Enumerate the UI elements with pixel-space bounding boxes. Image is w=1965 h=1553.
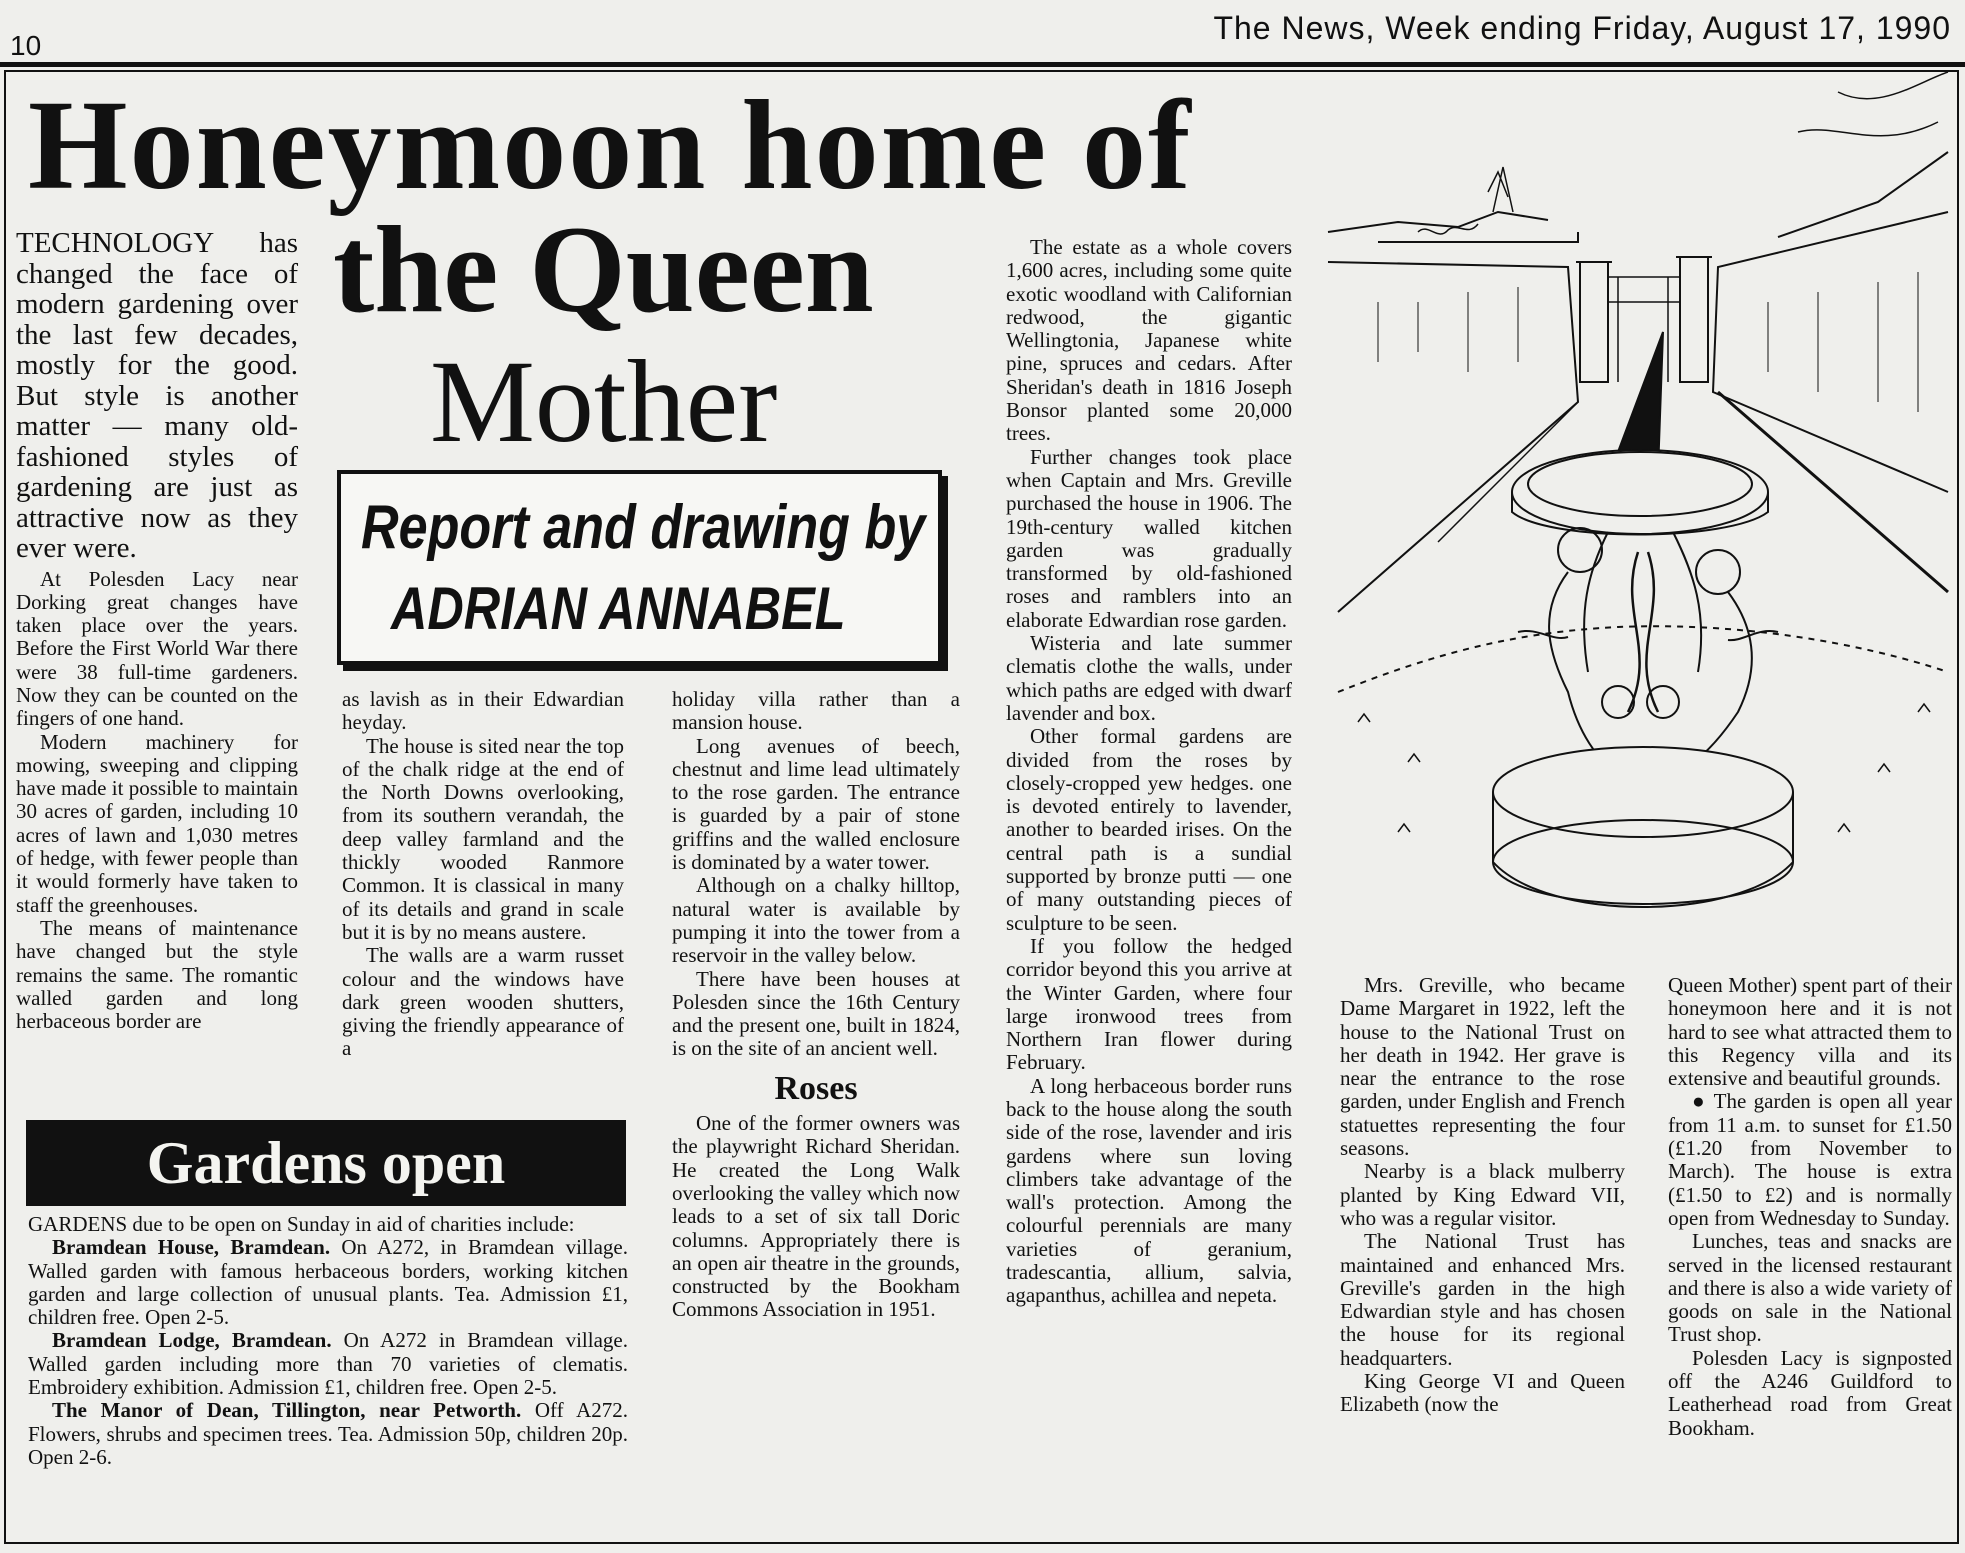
dateline: The News, Week ending Friday, August 17, 1990 (1213, 10, 1951, 46)
headline-line-3: Mother (430, 336, 778, 467)
article-column-2 (342, 688, 624, 1061)
article-column-6 (1668, 974, 1952, 1440)
paragraph: Further changes took place when Captain and Mrs. Greville purchased the house in 1906. The 19th-century walled kitchen garden was gradually transformed by old-fashioned roses and ramblers into an elaborate Edwardian rose garden. (1006, 444, 1292, 632)
paragraph: Mrs. Greville, who became Dame Margaret in 1922, left the house to the National Trust on her death in 1942. Her grave is near the entrance to the rose garden, under English and French statuettes representing the four seasons. (1340, 973, 1625, 1161)
paragraph: The estate as a whole covers 1,600 acres, including some quite exotic woodland with Californian redwood, the gigantic Wellingtonia, Japanese white pine, spruces and cedars. After Sheridan's death in 1816 Joseph Bonsor planted some 20,000 trees. (1006, 235, 1292, 446)
article-column-5 (1340, 974, 1625, 1417)
gardens-open-heading: Gardens open (26, 1120, 626, 1206)
paragraph: Although on a chalky hilltop, natural water is available by pumping it into the tower from a reservoir in the valley below. (672, 873, 960, 968)
paragraph: King George VI and Queen Elizabeth (now the (1340, 1369, 1625, 1417)
byline-author: ADRIAN ANNABEL (391, 575, 846, 642)
headline-line-1: Honeymoon home of (28, 74, 1193, 216)
article-column-4 (1006, 236, 1292, 1308)
paragraph: Lunches, teas and snacks are served in the licensed restaurant and there is also a wide variety of goods on sale in the National Trust shop. (1668, 1229, 1952, 1347)
garden-name: Bramdean House, Bramdean. (52, 1235, 331, 1260)
article-column-3 (672, 688, 960, 1322)
paragraph: There have been houses at Polesden since the 16th Century and the present one, built in 1824, is on the site of an ancient well. (672, 966, 960, 1061)
gardens-open-list (28, 1213, 628, 1469)
paragraph: ● The garden is open all year from 11 a.m. to sunset for £1.50 (£1.20 from November to March). The house is extra (£1.50 to £2) and is normally open from Wednesday to Sunday. (1668, 1089, 1952, 1230)
garden-name: Bramdean Lodge, Bramdean. (52, 1328, 332, 1353)
paragraph: The walls are a warm russet colour and the windows have dark green wooden shutters, giving the friendly appearance of a (342, 943, 624, 1061)
sundial-garden-drawing (1318, 72, 1958, 952)
byline-line-1: Report and drawing by (361, 493, 926, 562)
paragraph: If you follow the hedged corridor beyond this you arrive at the Winter Garden, where four large ironwood trees from Northern Iran flower during February. (1006, 933, 1292, 1075)
gardens-entry (28, 1399, 628, 1469)
paragraph: One of the former owners was the playwright Richard Sheridan. He created the Long Walk overlooking the valley which now leads to a set of six tall Doric columns. Appropriately there is an open air theatre in the grounds, constructed by the Bookham Commons Association in 1951. (672, 1111, 960, 1322)
paragraph: holiday villa rather than a mansion house. (672, 687, 960, 735)
paragraph: Long avenues of beech, chestnut and lime lead ultimately to the rose garden. The entrance is guarded by a pair of stone griffins and the walled enclosure is dominated by a water tower. (672, 733, 960, 875)
paragraph: as lavish as in their Edwardian heyday. (342, 687, 624, 735)
byline-box (337, 470, 942, 665)
column-body (16, 568, 298, 1034)
garden-details: On A272, in Bramdean village. Walled garden with famous herbaceous borders, working kitchen garden and large collection of unusual plants. Tea. Admission £1, children free. Open 2-5. (28, 1235, 628, 1330)
paragraph: Polesden Lacy is signposted off the A246 Guildford to Leatherhead road from Great Bookham. (1668, 1345, 1952, 1440)
paragraph: The house is sited near the top of the chalk ridge at the end of the North Downs overlooking, from its southern verandah, the deep valley farmland and the thickly wooded Ranmore Common. It is classical in many of its details and grand in scale but it is by no means austere. (342, 733, 624, 944)
paragraph: The means of maintenance have changed but the style remains the same. The romantic walled garden and long herbaceous border are (16, 915, 298, 1034)
garden-details: Off A272. Flowers, shrubs and specimen trees. Tea. Admission 50p, children 20p. Open 2-6. (28, 1398, 628, 1469)
paragraph: Queen Mother) spent part of their honeymoon here and it is not hard to see what attracted them to this Regency villa and its extensive and beautiful grounds. (1668, 973, 1952, 1091)
page-number: 10 (10, 30, 42, 61)
paragraph: Wisteria and late summer clematis clothe the walls, under which paths are edged with dwarf lavender and box. (1006, 631, 1292, 725)
garden-name: The Manor of Dean, Tillington, near Petworth. (52, 1398, 522, 1423)
garden-details: On A272 in Bramdean village. Walled garden including more than 70 varieties of clematis. Embroidery exhibition. Admission £1, children free. Open 2-5. (28, 1328, 628, 1400)
paragraph: Modern machinery for mowing, sweeping and clipping have made it possible to maintain 30 acres of garden, including 10 acres of lawn and 1,030 metres of hedge, with fewer people than it would formerly have taken to staff the greenhouses. (16, 729, 298, 917)
paragraph: At Polesden Lacy near Dorking great changes have taken place over the years. Before the First World War there were 38 full-time gardeners. Now they can be counted on the fingers of one hand. (16, 566, 298, 731)
roses-subheading: Roses (774, 1069, 858, 1107)
gardens-entry (28, 1236, 628, 1329)
paragraph: Other formal gardens are divided from the roses by closely-cropped yew hedges. one is devoted entirely to lavender, another to bearded irises. On the central path is a sundial supported by bronze putti — one of many outstanding pieces of sculpture to be seen. (1006, 724, 1292, 935)
article-column-1 (16, 228, 298, 1033)
gardens-intro: GARDENS due to be open on Sunday in aid of charities include: (28, 1212, 575, 1236)
paragraph: A long herbaceous border runs back to the house along the south side of the rose, lavender and iris gardens where sun loving climbers take advantage of the wall's protection. Among the colourful perennials are many varieties of geranium, tradescantia, allium, salvia, agapanthus, achillea and nepeta. (1006, 1073, 1292, 1308)
paragraph: Nearby is a black mulberry planted by King Edward VII, who was a regular visitor. (1340, 1159, 1625, 1230)
gardens-entry (28, 1329, 628, 1399)
top-rule (0, 62, 1965, 67)
lead-paragraph: TECHNOLOGY has changed the face of modern gardening over the last few decades, mostly for the good. But style is another matter — many old-fashioned styles of gardening are just as attractive now as they ever were. (16, 227, 298, 564)
paragraph: The National Trust has maintained and enhanced Mrs. Greville's garden in the high Edwardian style and has chosen the house for its regional headquarters. (1340, 1229, 1625, 1370)
headline-line-2: the Queen (333, 201, 874, 338)
